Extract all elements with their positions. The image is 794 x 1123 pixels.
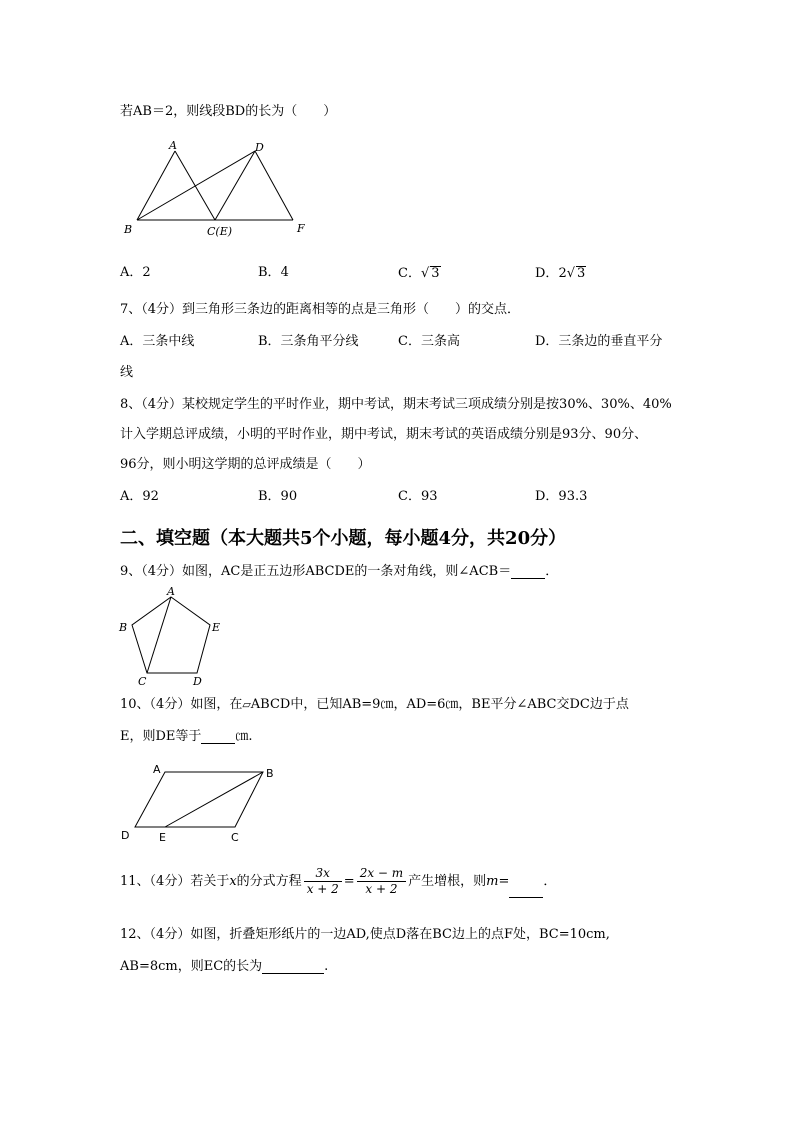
q12-answer-blank[interactable] bbox=[262, 960, 324, 974]
q6-label-ce: C(E) bbox=[207, 225, 233, 238]
q6-option-b-key: B． bbox=[258, 265, 281, 280]
q6-option-d-key: D． bbox=[535, 266, 559, 281]
q10-stem-line2 bbox=[120, 730, 253, 744]
q6-label-a: A bbox=[169, 139, 177, 152]
q9-stem-end: ． bbox=[545, 564, 559, 579]
q6-option-c[interactable] bbox=[398, 266, 441, 280]
q11-variable-m: m bbox=[486, 874, 499, 889]
q9-label-d: D bbox=[193, 675, 202, 688]
q8-stem-line1: 8、（4分）某校规定学生的平时作业，期中考试，期末考试三项成绩分别是按30%、30%、40% bbox=[120, 397, 672, 412]
q11-stem-text-2: 的分式方程 bbox=[236, 874, 302, 889]
q11-equals-2: = bbox=[498, 874, 510, 889]
q10-stem-line1 bbox=[120, 698, 629, 711]
q12-stem-line2 bbox=[120, 960, 328, 974]
q10-label-d: D bbox=[121, 829, 130, 842]
q10-label-a: A bbox=[153, 763, 161, 776]
q10-parallelogram-figure bbox=[115, 760, 285, 845]
section-2-heading: 二、填空题（本大题共5个小题，每小题4分，共20分） bbox=[120, 528, 567, 549]
q9-label-b: B bbox=[119, 621, 128, 634]
q6-label-b: B bbox=[124, 223, 133, 236]
q10-stem-text: 10、（4分）如图，在 bbox=[120, 697, 243, 712]
q10-stem-unit: ㎝. bbox=[235, 729, 253, 744]
q8-stem-line2: 计入学期总评成绩，小明的平时作业，期中考试，期末考试的英语成绩分别是93分、90分、 bbox=[120, 427, 648, 442]
q7-option-d-wrap: 线 bbox=[120, 365, 134, 380]
q9-answer-blank[interactable] bbox=[511, 565, 545, 579]
q12-stem-line1: 12、（4分）如图，折叠矩形纸片的一边AD,使点D落在BC边上的点F处，BC=10cm, bbox=[120, 927, 610, 942]
q6-option-b-value: 4 bbox=[280, 265, 289, 280]
q10-label-b: B bbox=[266, 767, 274, 780]
q11-equals: = bbox=[343, 874, 355, 889]
parallelogram-icon: ▱ bbox=[242, 698, 251, 711]
q10-stem-text-2: ABCD中，已知AB=9㎝，AD=6㎝，BE平分∠ABC交DC边于点 bbox=[250, 697, 629, 712]
sqrt-icon: √ bbox=[566, 266, 576, 281]
q7-option-b[interactable]: B．三条角平分线 bbox=[258, 334, 359, 349]
q6-option-d-coef: 2 bbox=[558, 266, 567, 281]
q6-option-a[interactable] bbox=[120, 266, 151, 279]
q8-option-a[interactable]: A．92 bbox=[120, 489, 159, 504]
q6-option-d-radicand: 3 bbox=[577, 266, 586, 281]
q7-option-d[interactable]: D．三条边的垂直平分 bbox=[535, 334, 663, 349]
q6-stem: 若AB＝2，则线段BD的长为（ ） bbox=[120, 104, 337, 119]
q8-stem-line3: 96分，则小明这学期的总评成绩是（ ） bbox=[120, 457, 371, 472]
sqrt-icon: √ bbox=[420, 266, 430, 281]
q8-option-c[interactable]: C．93 bbox=[398, 489, 438, 504]
q9-label-c: C bbox=[138, 675, 147, 688]
q11-variable-x: x bbox=[229, 874, 237, 889]
q11-answer-blank[interactable] bbox=[509, 867, 543, 898]
q7-option-a[interactable]: A．三条中线 bbox=[120, 334, 195, 349]
q11-stem-text: 11、（4分）若关于 bbox=[120, 874, 230, 889]
q10-label-e: E bbox=[159, 831, 166, 844]
q9-stem bbox=[120, 565, 558, 579]
q6-option-d[interactable] bbox=[535, 266, 586, 280]
q6-option-b[interactable] bbox=[258, 266, 289, 279]
q6-label-d: D bbox=[255, 141, 264, 154]
q12-stem-text: AB=8cm，则EC的长为 bbox=[120, 959, 263, 974]
q10-answer-blank[interactable] bbox=[201, 730, 235, 744]
q10-label-c: C bbox=[231, 831, 239, 844]
q11-stem-text-3: 产生增根，则 bbox=[408, 874, 487, 889]
q6-option-c-key: C． bbox=[398, 266, 421, 281]
q8-option-b[interactable]: B．90 bbox=[258, 489, 298, 504]
q9-label-a: A bbox=[167, 585, 175, 598]
q9-pentagon-figure bbox=[115, 585, 225, 688]
q8-option-d[interactable]: D．93.3 bbox=[535, 489, 588, 504]
q6-option-a-key: A． bbox=[120, 265, 143, 280]
q9-stem-text: 9、（4分）如图，AC是正五边形ABCDE的一条对角线，则∠ACB＝ bbox=[120, 564, 512, 579]
q6-option-c-radicand: 3 bbox=[431, 266, 440, 281]
q9-label-e: E bbox=[212, 621, 221, 634]
q11-fraction-right: $\frac{2x - m}{x + 2}$ bbox=[357, 866, 406, 897]
q7-option-c[interactable]: C．三条高 bbox=[398, 334, 460, 349]
q10-stem-text-3: E，则DE等于 bbox=[120, 729, 202, 744]
q11-fraction-left: $\frac{3x}{x + 2}$ bbox=[304, 866, 342, 897]
q11-stem bbox=[120, 866, 556, 898]
q6-label-f: F bbox=[297, 222, 305, 235]
q6-option-a-value: 2 bbox=[142, 265, 151, 280]
q6-figure bbox=[115, 135, 315, 245]
q11-stem-end: ． bbox=[543, 874, 557, 889]
q12-stem-end: . bbox=[324, 959, 329, 974]
q7-stem: 7、（4分）到三角形三条边的距离相等的点是三角形（ ）的交点． bbox=[120, 302, 521, 317]
